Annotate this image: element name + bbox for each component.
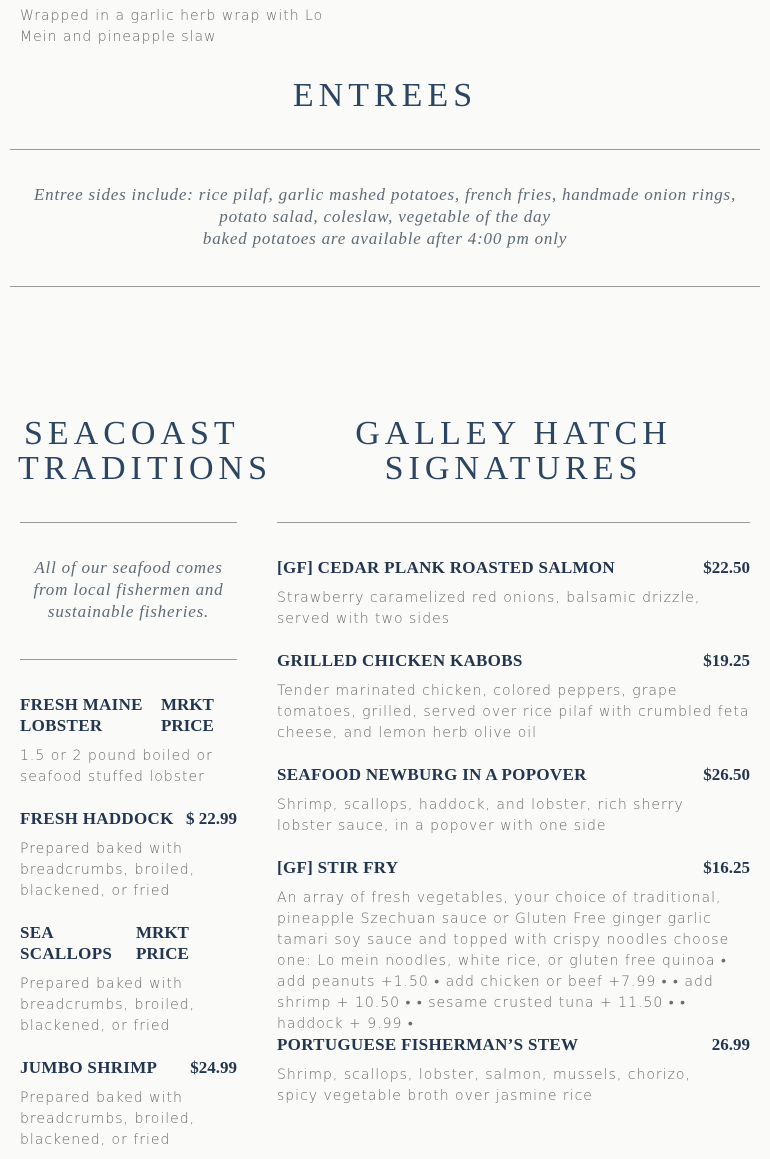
item-description: An array of fresh vegetables, your choice of traditional, pineapple Szechuan sauce or Gluten Free ginger garlic tamari soy sauce and topped with crispy noodles choose one: Lo mein noodles, white rice, or gluten free quinoa • add peanuts +1.50 • add chicken or beef +7.99 • • add shrimp + 10.50 • • sesame crusted tuna + 11.50 • • haddock + 9.99 • [277,890,730,1032]
prev-item-description: Wrapped in a garlic herb wrap with Lo Mein and pineapple slaw [20,8,324,45]
item-name: [GF] CEDAR PLANK ROASTED SALMON [277,558,615,577]
galley-divider [277,522,750,523]
item-name: FRESH MAINE LOBSTER [20,695,143,735]
item-price: MRKT PRICE [136,923,189,963]
menu-item-fishermans-stew [277,1034,750,1107]
item-name: GRILLED CHICKEN KABOBS [277,651,523,670]
entrees-divider-bottom [10,286,760,287]
item-price: $22.50 [703,558,750,577]
item-description: 1.5 or 2 pound boiled or seafood stuffed lobster [20,748,213,785]
menu-item-jumbo-shrimp [20,1057,237,1151]
item-name: JUMBO SHRIMP [20,1058,158,1077]
item-price: 26.99 [711,1035,750,1054]
menu-item-fresh-haddock [20,808,237,902]
menu-item-fresh-maine-lobster [20,694,237,788]
galley-heading-line1: GALLEY HATCH [355,415,672,452]
seafood-sourcing-note: All of our seafood comes from local fishermen and sustainable fisheries. [33,558,224,621]
item-description: Prepared baked with breadcrumbs, broiled, blackened, or fried [20,1090,196,1148]
menu-item-sea-scallops [20,922,237,1037]
entrees-heading: ENTREES [292,77,478,114]
item-name: SEA SCALLOPS [20,923,113,963]
menu-item-stir-fry [277,857,750,1035]
item-description: Prepared baked with breadcrumbs, broiled, blackened, or fried [20,841,196,899]
entrees-sides-line1: Entree sides include: rice pilaf, garlic mashed potatoes, french fries, handmade onion rings, potato salad, coleslaw, vegetable of the day [33,185,737,226]
seacoast-heading-line2: TRADITIONS [18,450,272,487]
entrees-sides-note [18,184,752,250]
item-price: $24.99 [190,1058,237,1077]
item-name: PORTUGUESE FISHERMAN’S STEW [277,1035,579,1054]
seacoast-heading-line1: SEACOAST [24,415,240,452]
item-name: SEAFOOD NEWBURG IN A POPOVER [277,765,587,784]
galley-heading-line2: SIGNATURES [384,450,643,487]
seacoast-divider-bottom [20,659,237,660]
item-description: Prepared baked with breadcrumbs, broiled, blackened, or fried [20,976,196,1034]
entrees-sides-line2: baked potatoes are available after 4:00 pm only [202,229,568,248]
galley-hatch-heading [277,416,750,486]
item-name: [GF] STIR FRY [277,858,399,877]
item-name: FRESH HADDOCK [20,809,174,828]
item-price: $16.25 [703,858,750,877]
menu-item-cedar-plank-salmon [277,557,750,630]
seacoast-heading [18,416,278,486]
item-description: Shrimp, scallops, lobster, salmon, mussels, chorizo, spicy vegetable broth over jasmine rice [277,1067,691,1104]
item-description: Shrimp, scallops, haddock, and lobster, rich sherry lobster sauce, in a popover with one side [277,797,684,834]
item-price: MRKT PRICE [161,695,214,735]
entrees-divider-top [10,149,760,150]
item-description: Tender marinated chicken, colored peppers, grape tomatoes, grilled, served over rice pilaf with crumbled feta cheese, and lemon herb olive oil [277,683,750,741]
menu-item-seafood-newburg [277,764,750,837]
item-price: $26.50 [703,765,750,784]
item-price: $19.25 [703,651,750,670]
menu-item-chicken-kabobs [277,650,750,744]
seacoast-divider-top [20,522,237,523]
item-description: Strawberry caramelized red onions, balsamic drizzle, served with two sides [277,590,701,627]
item-price: $ 22.99 [186,809,237,828]
